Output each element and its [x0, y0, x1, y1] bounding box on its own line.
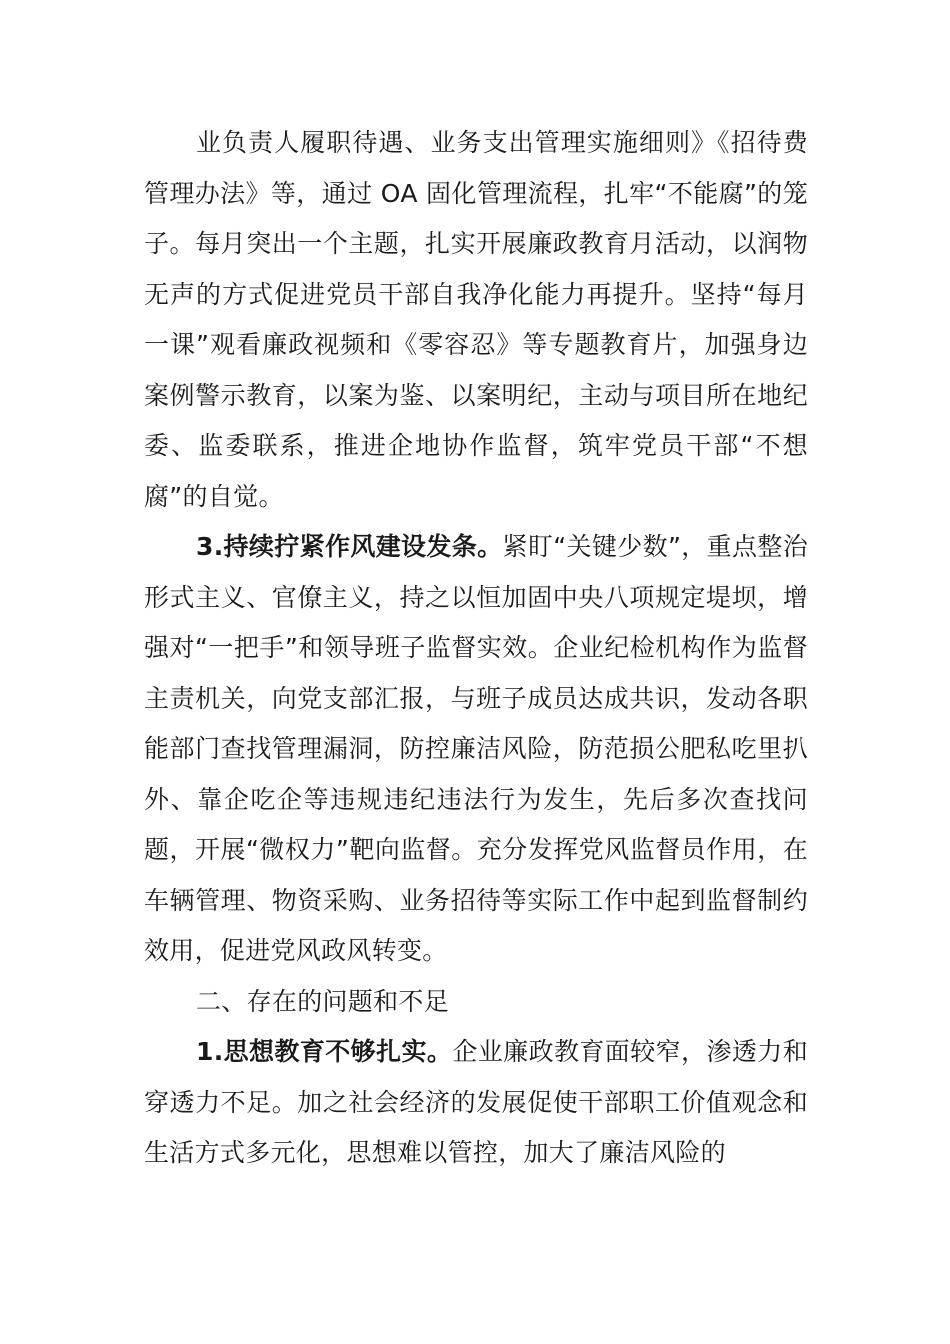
paragraph-text: 业负责人履职待遇、业务支出管理实施细则》《招待费管理办法》等，通过 OA 固化管理流程，扎牢“不能腐”的笼子。每月突出一个主题，扎实开展廉政教育月活动，以润物无声的方式促进党员干部自我净化能力再提升。坚持“每月一课”观看廉政视频和《零容忍》等专题教育片，加强身边案例警示教育，以案为鉴、以案明纪，主动与项目所在地纪委、监委联系，推进企地协作监督，筑牢党员干部“不想腐”的自觉。 — [144, 128, 808, 511]
paragraph-text: 紧盯“关键少数”，重点整治形式主义、官僚主义，持之以恒加固中央八项规定堤坝，增强对“一把手”和领导班子监督实效。企业纪检机构作为监督主责机关，向党支部汇报，与班子成员达成共识，发动各职能部门查找管理漏洞，防控廉洁风险，防范损公肥私吃里扒外、靠企吃企等违规违纪违法行为发生，先后多次查找问题，开展“微权力”靶向监督。充分发挥党风监督员作用，在车辆管理、物资采购、业务招待等实际工作中起到监督制约效用，促进党风政风转变。 — [144, 532, 808, 965]
document-body — [144, 118, 808, 1179]
section-heading-text: 二、存在的问题和不足 — [196, 986, 450, 1016]
paragraph-text: 企业廉政教育面较窄，渗透力和穿透力不足。加之社会经济的发展促使干部职工价值观念和生活方式多元化，思想难以管控，加大了廉洁风险的 — [144, 1037, 808, 1167]
paragraph-ideological-education — [144, 1027, 808, 1179]
paragraph-anti-corruption-education — [144, 118, 808, 522]
paragraph-heading: 3.持续拧紧作风建设发条。 — [196, 532, 503, 561]
paragraph-heading: 1.思想教育不够扎实。 — [196, 1037, 453, 1066]
paragraph-work-style — [144, 522, 808, 977]
section-heading-problems — [144, 977, 808, 1028]
